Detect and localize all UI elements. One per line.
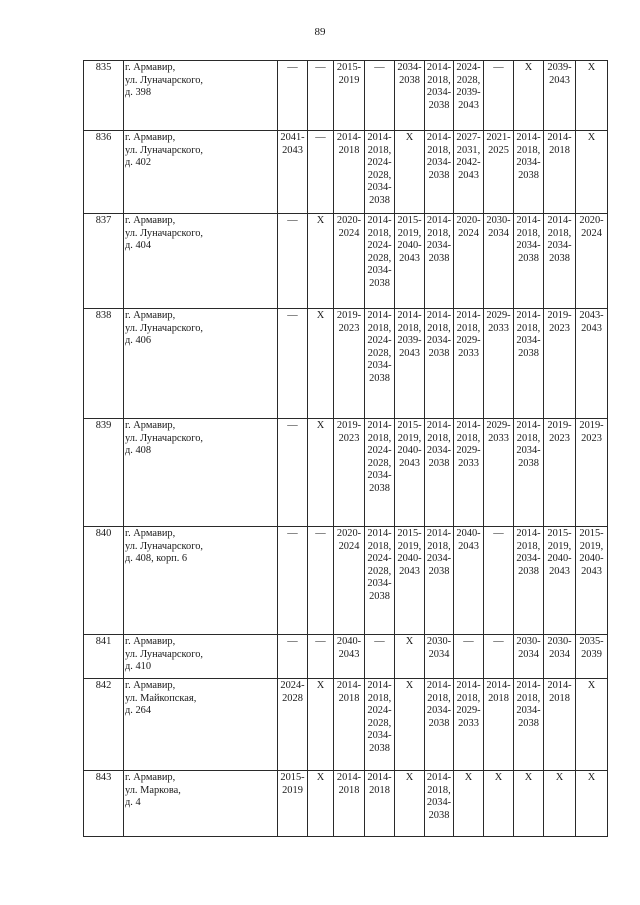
schedule-cell: 2014- 2018, 2024- 2028, 2034- 2038 <box>365 131 395 214</box>
schedule-cell: 2014- 2018, 2024- 2028, 2034- 2038 <box>365 527 395 635</box>
schedule-cell: 2027- 2031, 2042- 2043 <box>454 131 484 214</box>
schedule-cell: 2024- 2028 <box>278 679 308 771</box>
schedule-cell: 2014- 2018, 2029- 2033 <box>454 419 484 527</box>
schedule-cell: 2020- 2024 <box>334 527 365 635</box>
address-line: д. 4 <box>125 797 141 809</box>
schedule-cell: 2015- 2019, 2040- 2043 <box>395 419 425 527</box>
schedule-cell: X <box>308 679 334 771</box>
row-number: 843 <box>84 771 124 837</box>
schedule-cell: 2029- 2033 <box>484 419 514 527</box>
address-cell <box>124 527 278 635</box>
schedule-cell: X <box>308 214 334 309</box>
row-number: 835 <box>84 61 124 131</box>
address-cell <box>124 771 278 837</box>
schedule-cell: 2030- 2034 <box>514 635 544 679</box>
schedule-cell: — <box>484 61 514 131</box>
address-line: д. 398 <box>125 87 152 99</box>
schedule-cell: 2014- 2018, 2034- 2038 <box>425 771 454 837</box>
row-number: 841 <box>84 635 124 679</box>
address-line: д. 406 <box>125 335 152 347</box>
schedule-cell: — <box>365 61 395 131</box>
address-line: д. 404 <box>125 240 152 252</box>
schedule-cell: 2014- 2018, 2034- 2038 <box>425 419 454 527</box>
schedule-cell: 2014- 2018 <box>544 679 576 771</box>
schedule-cell: 2035- 2039 <box>576 635 608 679</box>
schedule-cell: 2014- 2018, 2034- 2038 <box>425 527 454 635</box>
schedule-cell: 2020- 2024 <box>454 214 484 309</box>
address-line: ул. Луначарского, <box>125 227 204 239</box>
schedule-cell: 2014- 2018, 2034- 2038 <box>425 61 454 131</box>
schedule-cell: 2014- 2018, 2034- 2038 <box>425 679 454 771</box>
table-row <box>84 61 608 131</box>
schedule-cell: 2034- 2038 <box>395 61 425 131</box>
schedule-cell: 2014- 2018, 2034- 2038 <box>514 309 544 419</box>
address-line: г. Армавир, <box>125 310 176 321</box>
schedule-cell: 2040- 2043 <box>334 635 365 679</box>
address-line: г. Армавир, <box>125 215 176 226</box>
schedule-cell: 2021- 2025 <box>484 131 514 214</box>
schedule-cell: 2014- 2018, 2034- 2038 <box>514 679 544 771</box>
address-line: ул. Луначарского, <box>125 648 204 660</box>
table-row <box>84 309 608 419</box>
schedule-cell: 2019- 2023 <box>334 419 365 527</box>
row-number: 838 <box>84 309 124 419</box>
schedule-cell: 2014- 2018 <box>334 131 365 214</box>
address-line: г. Армавир, <box>125 132 176 143</box>
row-number: 842 <box>84 679 124 771</box>
schedule-cell: X <box>395 131 425 214</box>
schedule-cell: 2029- 2033 <box>484 309 514 419</box>
row-number: 837 <box>84 214 124 309</box>
table-row <box>84 771 608 837</box>
schedule-cell: 2015- 2019 <box>278 771 308 837</box>
schedule-cell: 2030- 2034 <box>484 214 514 309</box>
address-cell <box>124 419 278 527</box>
schedule-cell: — <box>454 635 484 679</box>
schedule-cell: 2039- 2043 <box>544 61 576 131</box>
address-line: ул. Луначарского, <box>125 540 204 552</box>
address-line: г. Армавир, <box>125 636 176 647</box>
schedule-cell: — <box>278 419 308 527</box>
schedule-cell: 2014- 2018 <box>544 131 576 214</box>
schedule-cell: 2014- 2018, 2034- 2038 <box>544 214 576 309</box>
address-cell <box>124 635 278 679</box>
schedule-cell: 2015- 2019, 2040- 2043 <box>576 527 608 635</box>
row-number: 839 <box>84 419 124 527</box>
schedule-cell: 2015- 2019, 2040- 2043 <box>395 527 425 635</box>
address-line: ул. Майкопская, <box>125 692 197 704</box>
address-line: ул. Луначарского, <box>125 74 204 86</box>
schedule-cell: 2014- 2018, 2034- 2038 <box>514 527 544 635</box>
schedule-cell: 2024- 2028, 2039- 2043 <box>454 61 484 131</box>
schedule-cell: 2014- 2018, 2034- 2038 <box>425 214 454 309</box>
schedule-cell: 2014- 2018 <box>334 679 365 771</box>
schedule-cell: 2014- 2018, 2034- 2038 <box>514 131 544 214</box>
address-cell <box>124 61 278 131</box>
schedule-cell: X <box>484 771 514 837</box>
housing-repair-schedule-table <box>83 60 608 837</box>
schedule-cell: 2014- 2018, 2029- 2033 <box>454 679 484 771</box>
schedule-cell: 2014- 2018 <box>334 771 365 837</box>
schedule-cell: — <box>365 635 395 679</box>
table-row <box>84 679 608 771</box>
table-row <box>84 214 608 309</box>
schedule-cell: 2043- 2043 <box>576 309 608 419</box>
address-line: ул. Луначарского, <box>125 432 204 444</box>
schedule-cell: 2014- 2018, 2024- 2028, 2034- 2038 <box>365 679 395 771</box>
schedule-cell: 2040- 2043 <box>454 527 484 635</box>
schedule-cell: — <box>308 635 334 679</box>
schedule-cell: — <box>484 527 514 635</box>
address-line: ул. Луначарского, <box>125 322 204 334</box>
table-row <box>84 131 608 214</box>
address-line: г. Армавир, <box>125 680 176 691</box>
row-number: 840 <box>84 527 124 635</box>
address-line: д. 408 <box>125 445 152 457</box>
table-row <box>84 635 608 679</box>
schedule-cell: X <box>514 771 544 837</box>
schedule-cell: 2014- 2018, 2024- 2028, 2034- 2038 <box>365 214 395 309</box>
row-number: 836 <box>84 131 124 214</box>
schedule-cell: 2019- 2023 <box>576 419 608 527</box>
schedule-cell: X <box>544 771 576 837</box>
address-line: г. Армавир, <box>125 772 176 783</box>
address-line: д. 410 <box>125 661 152 673</box>
schedule-cell: — <box>308 527 334 635</box>
schedule-cell: 2020- 2024 <box>576 214 608 309</box>
address-line: г. Армавир, <box>125 528 176 539</box>
schedule-cell: 2014- 2018 <box>484 679 514 771</box>
schedule-cell: 2041- 2043 <box>278 131 308 214</box>
schedule-cell: 2014- 2018, 2034- 2038 <box>514 419 544 527</box>
schedule-cell: X <box>395 771 425 837</box>
schedule-cell: X <box>576 771 608 837</box>
schedule-cell: X <box>308 419 334 527</box>
schedule-cell: X <box>576 61 608 131</box>
schedule-cell: X <box>514 61 544 131</box>
schedule-cell: 2014- 2018, 2034- 2038 <box>425 309 454 419</box>
schedule-cell: X <box>308 309 334 419</box>
page-number: 89 <box>314 26 326 38</box>
schedule-cell: 2014- 2018 <box>365 771 395 837</box>
schedule-cell: 2014- 2018, 2024- 2028, 2034- 2038 <box>365 309 395 419</box>
address-cell <box>124 309 278 419</box>
table-row <box>84 527 608 635</box>
address-line: д. 408, корп. 6 <box>125 553 188 565</box>
schedule-cell: 2019- 2023 <box>544 419 576 527</box>
schedule-cell: 2014- 2018, 2029- 2033 <box>454 309 484 419</box>
schedule-cell: 2015- 2019, 2040- 2043 <box>544 527 576 635</box>
schedule-cell: — <box>308 131 334 214</box>
address-cell <box>124 131 278 214</box>
schedule-cell: X <box>395 635 425 679</box>
schedule-cell: X <box>308 771 334 837</box>
schedule-cell: — <box>278 527 308 635</box>
address-line: г. Армавир, <box>125 62 176 73</box>
schedule-cell: 2015- 2019, 2040- 2043 <box>395 214 425 309</box>
address-line: ул. Маркова, <box>125 784 181 796</box>
schedule-cell: 2015- 2019 <box>334 61 365 131</box>
table-row <box>84 419 608 527</box>
address-cell <box>124 679 278 771</box>
schedule-cell: 2014- 2018, 2034- 2038 <box>425 131 454 214</box>
schedule-cell: 2014- 2018, 2024- 2028, 2034- 2038 <box>365 419 395 527</box>
schedule-cell: 2014- 2018, 2034- 2038 <box>514 214 544 309</box>
address-cell <box>124 214 278 309</box>
address-line: д. 402 <box>125 157 152 169</box>
schedule-cell: 2030- 2034 <box>425 635 454 679</box>
schedule-cell: — <box>278 61 308 131</box>
schedule-cell: X <box>576 679 608 771</box>
address-line: д. 264 <box>125 705 152 717</box>
schedule-cell: X <box>454 771 484 837</box>
address-line: ул. Луначарского, <box>125 144 204 156</box>
schedule-cell: — <box>308 61 334 131</box>
address-line: г. Армавир, <box>125 420 176 431</box>
schedule-cell: 2020- 2024 <box>334 214 365 309</box>
schedule-cell: — <box>278 214 308 309</box>
schedule-cell: 2019- 2023 <box>544 309 576 419</box>
schedule-cell: — <box>278 309 308 419</box>
schedule-cell: 2019- 2023 <box>334 309 365 419</box>
schedule-cell: 2014- 2018, 2039- 2043 <box>395 309 425 419</box>
schedule-cell: 2030- 2034 <box>544 635 576 679</box>
schedule-cell: X <box>395 679 425 771</box>
schedule-cell: X <box>576 131 608 214</box>
schedule-cell: — <box>278 635 308 679</box>
schedule-cell: — <box>484 635 514 679</box>
table-body <box>84 61 608 837</box>
